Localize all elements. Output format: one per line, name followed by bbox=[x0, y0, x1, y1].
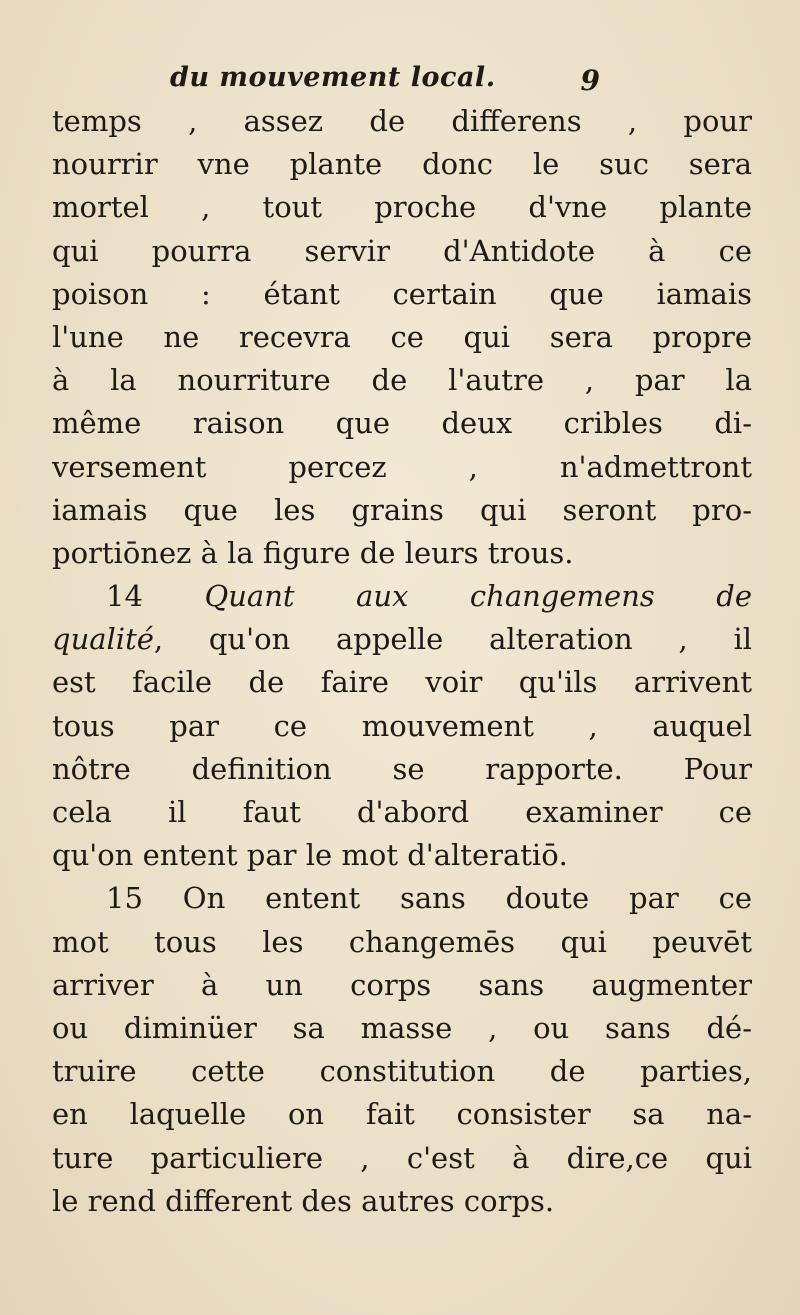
italic-lead: Quant aux changemens de bbox=[204, 579, 753, 614]
text-line: l'une ne recevra ce qui sera propre bbox=[52, 319, 752, 354]
text-line: le rend different des autres corps. bbox=[52, 1183, 555, 1218]
body-text bbox=[52, 100, 752, 1223]
text-line: à la nourriture de l'autre , par la bbox=[52, 363, 752, 398]
paragraph-number: 15 bbox=[106, 881, 143, 916]
text-segment: , qu'on appelle alteration , il bbox=[153, 622, 752, 657]
text-line: poison : étant certain que iamais bbox=[52, 276, 752, 311]
running-title: du mouvement local. bbox=[170, 62, 496, 93]
text-line: nôtre definition se rapporte. Pour bbox=[52, 751, 752, 786]
text-line: portiōnez à la figure de leurs trous. bbox=[52, 535, 574, 570]
text-line: mortel , tout proche d'vne plante bbox=[52, 190, 752, 225]
text-line: ture particuliere , c'est à dire,ce qui bbox=[52, 1140, 752, 1175]
page-header bbox=[170, 62, 600, 102]
text-line: nourrir vne plante donc le suc sera bbox=[52, 147, 752, 182]
text-line: qui pourra servir d'Antidote à ce bbox=[52, 233, 752, 268]
text-line: truire cette constitution de parties, bbox=[52, 1054, 752, 1089]
text-line: temps , assez de differens , pour bbox=[52, 104, 752, 138]
text-line: même raison que deux cribles di- bbox=[52, 406, 752, 441]
paragraph-14-first-line bbox=[52, 575, 752, 618]
text-line: en laquelle on fait consister sa na- bbox=[52, 1097, 752, 1132]
text-line: mot tous les changemēs qui peuvēt bbox=[52, 924, 752, 959]
text-line: est facile de faire voir qu'ils arrivent bbox=[52, 665, 752, 700]
page-number: 9 bbox=[580, 64, 600, 97]
text-line: ou diminüer sa masse , ou sans dé- bbox=[52, 1010, 752, 1045]
paragraph-number: 14 bbox=[106, 579, 143, 614]
text-line: iamais que les grains qui seront pro- bbox=[52, 492, 752, 527]
text-line bbox=[52, 618, 752, 661]
text-line: versement percez , n'admettront bbox=[52, 449, 752, 484]
text-line: cela il faut d'abord examiner ce bbox=[52, 795, 752, 829]
text-line: qu'on entent par le mot d'alteratiō. bbox=[52, 838, 568, 873]
italic-word: qualité bbox=[52, 622, 154, 657]
text-line: arriver à un corps sans augmenter bbox=[52, 967, 752, 1002]
text-line: tous par ce mouvement , auquel bbox=[52, 708, 752, 743]
paragraph-15-first-line bbox=[52, 877, 752, 920]
text-segment: On entent sans doute par ce bbox=[182, 881, 753, 916]
